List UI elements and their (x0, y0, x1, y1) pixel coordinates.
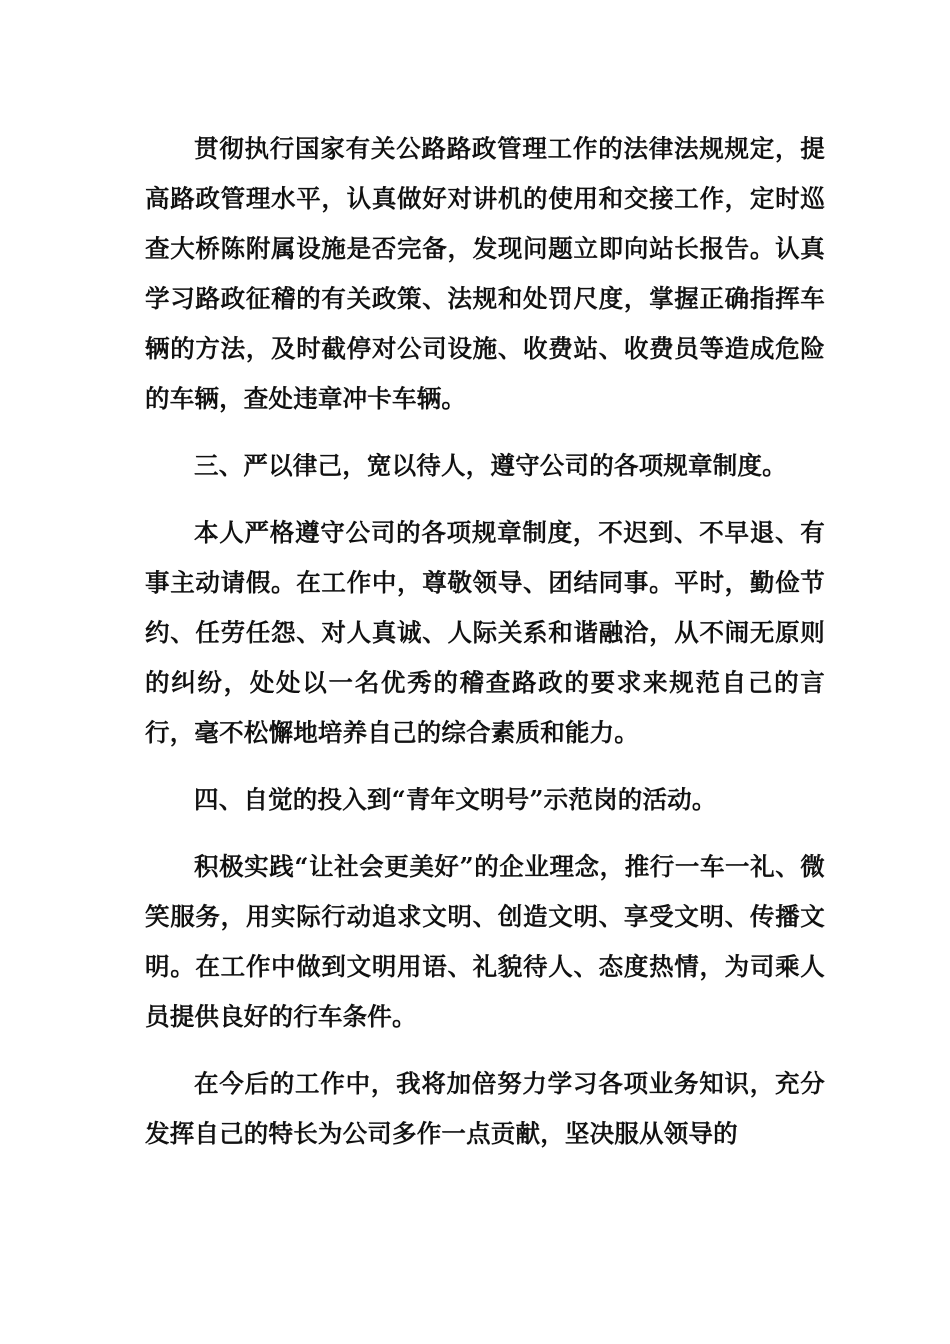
paragraph-future-work: 在今后的工作中，我将加倍努力学习各项业务知识，充分发挥自己的特长为公司多作一点贡献，坚决服从领导的 (145, 1069, 825, 1148)
document-body (145, 124, 825, 1176)
section-heading-three: 三、严以律己，宽以待人，遵守公司的各项规章制度。 (194, 451, 787, 480)
paragraph-road-admin-duties: 贯彻执行国家有关公路路政管理工作的法律法规规定，提高路政管理水平，认真做好对讲机的使用和交接工作，定时巡查大桥陈附属设施是否完备，发现问题立即向站长报告。认真学习路政征稽的有关政策、法规和处罚尺度，掌握正确指挥车辆的方法，及时截停对公司设施、收费站、收费员等造成危险的车辆，查处违章冲卡车辆。 (145, 134, 825, 413)
paragraph-civility-practice: 积极实践“让社会更美好”的企业理念，推行一车一礼、微笑服务，用实际行动追求文明、创造文明、享受文明、传播文明。在工作中做到文明用语、礼貌待人、态度热情，为司乘人员提供良好的行车条件。 (145, 852, 825, 1031)
paragraph-discipline: 本人严格遵守公司的各项规章制度，不迟到、不早退、有事主动请假。在工作中，尊敬领导、团结同事。平时，勤俭节约、任劳任怨、对人真诚、人际关系和谐融洽，从不闹无原则的纠纷，处处以一名优秀的稽查路政的要求来规范自己的言行，毫不松懈地培养自己的综合素质和能力。 (145, 518, 825, 747)
section-heading-four: 四、自觉的投入到“青年文明号”示范岗的活动。 (194, 785, 717, 814)
